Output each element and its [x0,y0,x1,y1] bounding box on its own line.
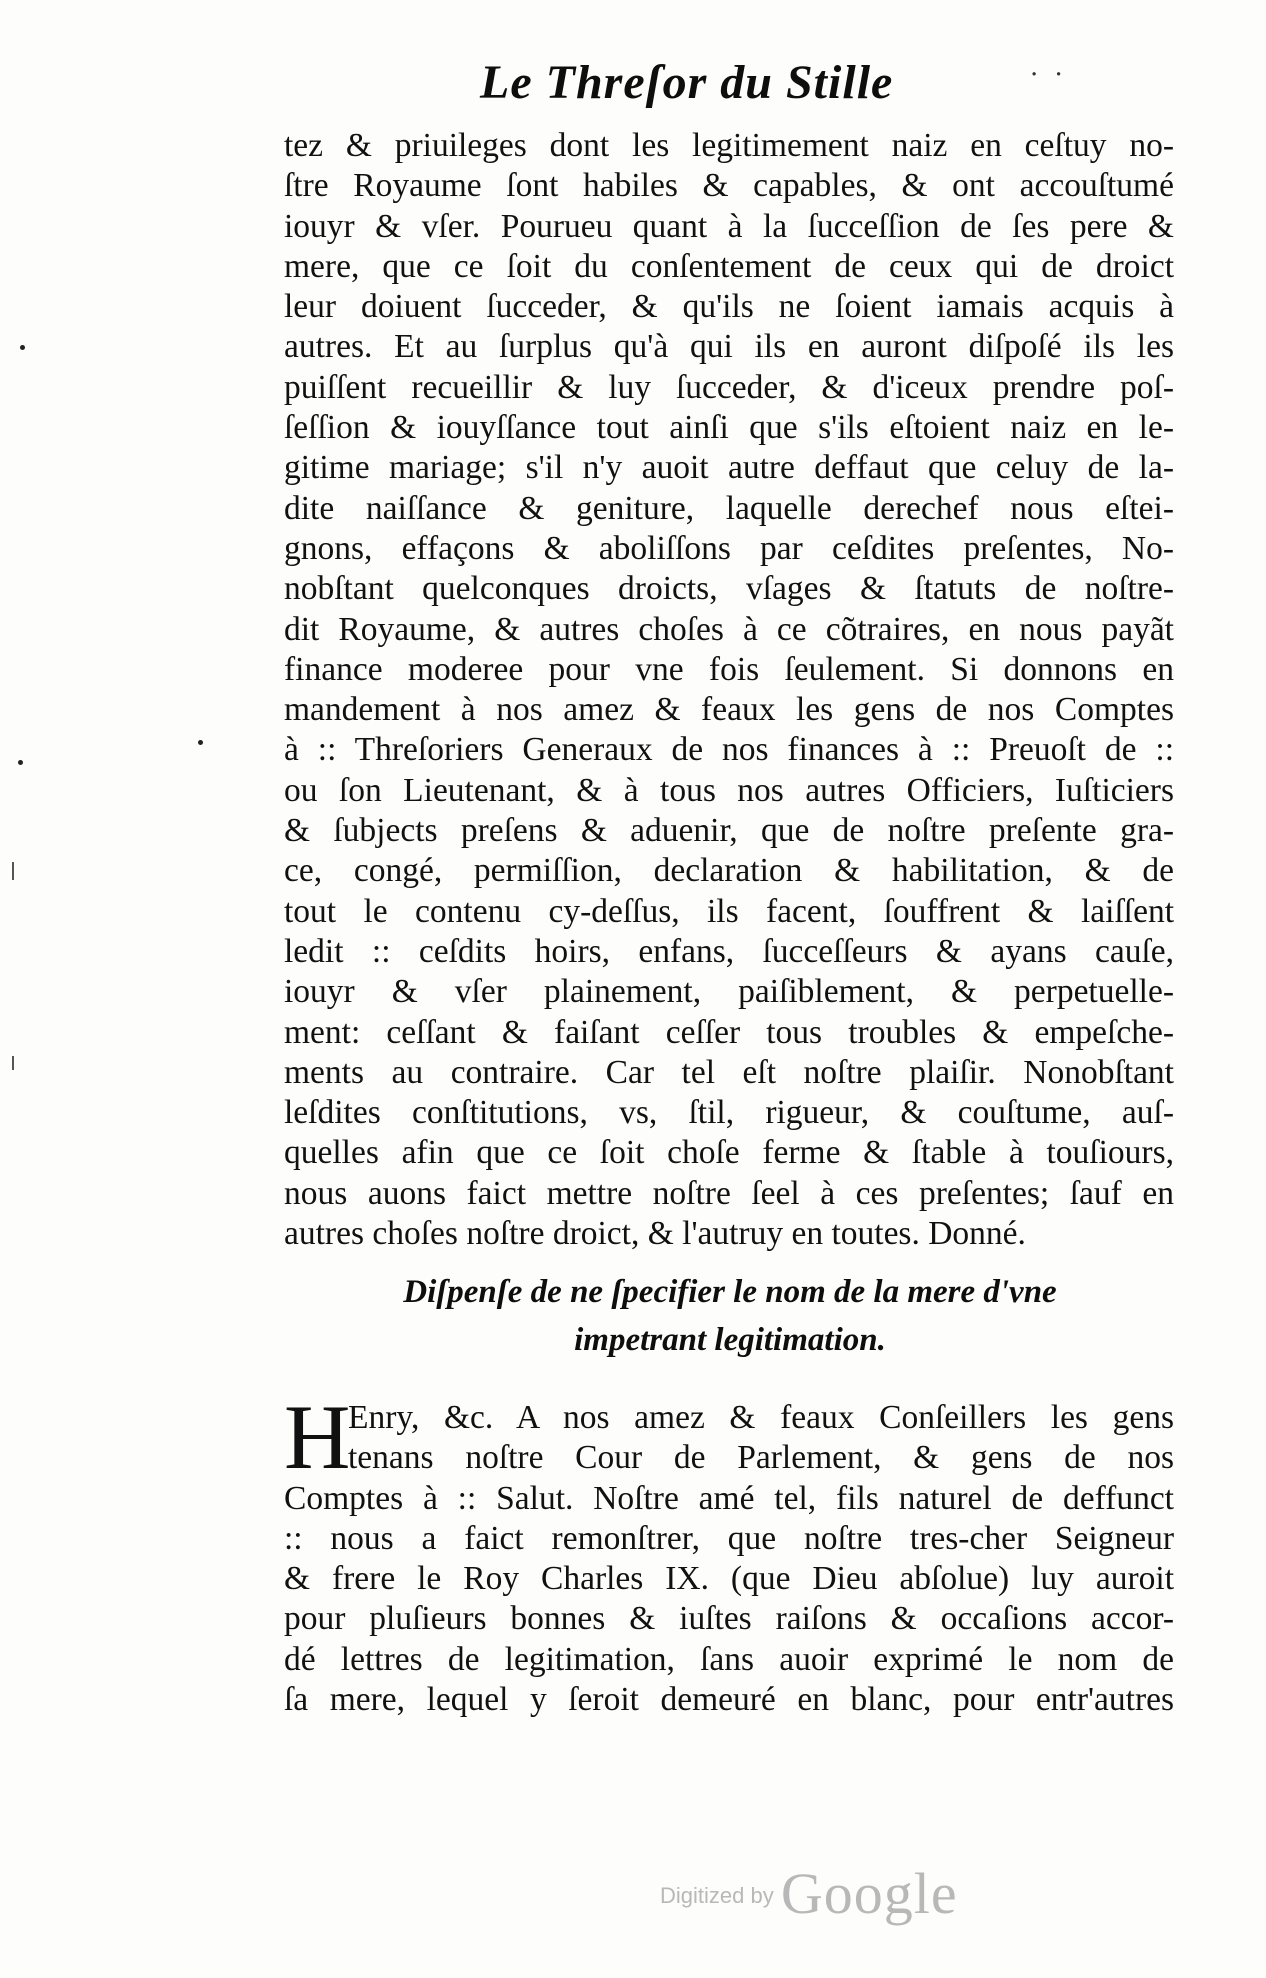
text-line: gnons, effaçons & aboliſſons par ceſdites preſentes, No- [284,529,1174,567]
text-line: nous auons faict mettre noſtre ſeel à ces preſentes; ſauf en [284,1174,1174,1212]
text-line: dit Royaume, & autres choſes à ce cõtraires, en nous payãt [284,610,1174,648]
margin-speck [18,760,23,765]
margin-speck [20,345,25,350]
letter-text-block [284,1386,1174,1720]
section-heading-line: Diſpenſe de ne ſpecifier le nom de la mere d'vne [403,1274,1057,1310]
text-line: ſtre Royaume ſont habiles & capables, & ont accouſtumé [284,167,1174,205]
text-line: autres choſes noſtre droict, & l'autruy en toutes. Donné. [284,1215,1026,1253]
text-line: tout le contenu cy-deſſus, ils facent, ſouffrent & laiſſent [284,892,1174,930]
section-heading-line: impetrant legitimation. [574,1322,886,1358]
margin-speck [198,740,203,745]
text-line: finance moderee pour vne fois ſeulement. Si donnons en [284,650,1174,688]
watermark-brand: Google [780,1861,958,1926]
text-line: Comptes à :: Salut. Noſtre amé tel, fils naturel de deffunct [284,1479,1174,1517]
text-line: :: nous a faict remonſtrer, que noſtre tres-cher Seigneur [284,1519,1174,1557]
text-line: puiſſent recueillir & luy ſucceder, & d'iceux prendre poſ- [284,368,1174,406]
text-line: ce, congé, permiſſion, declaration & habilitation, & de [284,852,1174,890]
text-line: gitime mariage; s'il n'y auoit autre deffaut que celuy de la- [284,449,1174,487]
digitized-watermark [660,1860,958,1927]
watermark-prefix: Digitized by [660,1883,774,1908]
text-line: iouyr & vſer plainement, paiſiblement, & perpetuelle- [284,973,1174,1011]
drop-cap: H [284,1386,351,1488]
text-line: ment: ceſſant & faiſant ceſſer tous troubles & empeſche- [284,1013,1174,1051]
text-line: leur doiuent ſucceder, & qu'ils ne ſoient iamais acquis à [284,288,1174,326]
text-line: dite naiſſance & geniture, laquelle derechef nous eſtei- [284,489,1174,527]
text-line: autres. Et au ſurplus qu'à qui ils en auront diſpoſé ils les [284,328,1174,366]
running-head-marks: · · [1030,60,1067,90]
text-line: nobſtant quelconques droicts, vſages & ſtatuts de noſtre- [284,570,1174,608]
main-text-block [284,126,1174,1254]
text-line: & ſubjects preſens & aduenir, que de noſtre preſente gra- [284,812,1174,850]
text-line: pour pluſieurs bonnes & iuſtes raiſons & occaſions accor- [284,1600,1174,1638]
margin-mark [12,862,14,880]
text-line: Enry, &c. A nos amez & feaux Conſeillers les gens [348,1399,1174,1436]
text-line: ſa mere, lequel y ſeroit demeuré en blanc, pour entr'autres [284,1681,1174,1719]
text-line: mandement à nos amez & feaux les gens de nos Comptes [284,691,1174,729]
running-head-title: Le Threſor du Stille [480,56,894,109]
section-heading [300,1268,1160,1364]
text-line: ledit :: ceſdits hoirs, enfans, ſucceſſeurs & ayans cauſe, [284,932,1174,970]
text-line: à :: Threſoriers Generaux de nos finances à :: Preuoſt de :: [284,731,1174,769]
text-line: quelles afin que ce ſoit choſe ferme & ſtable à touſiours, [284,1134,1174,1172]
text-line: tenans noſtre Cour de Parlement, & gens de nos [348,1439,1174,1477]
text-line: & frere le Roy Charles IX. (que Dieu abſolue) luy auroit [284,1560,1174,1598]
text-line: iouyr & vſer. Pourueu quant à la ſucceſſion de ſes pere & [284,207,1174,245]
text-line: tez & priuileges dont les legitimement naiz en ceſtuy no- [284,127,1174,164]
margin-mark [12,1056,14,1070]
text-line: dé lettres de legitimation, ſans auoir exprimé le nom de [284,1640,1174,1678]
text-line: mere, que ce ſoit du conſentement de ceux qui de droict [284,247,1174,285]
text-line: leſdites conſtitutions, vs, ſtil, rigueur, & couſtume, auſ- [284,1094,1174,1132]
text-line: ou ſon Lieutenant, & à tous nos autres Officiers, Iuſticiers [284,771,1174,809]
text-line: ments au contraire. Car tel eſt noſtre plaiſir. Nonobſtant [284,1053,1174,1091]
text-line: ſeſſion & iouyſſance tout ainſi que s'ils eſtoient naiz en le- [284,409,1174,447]
